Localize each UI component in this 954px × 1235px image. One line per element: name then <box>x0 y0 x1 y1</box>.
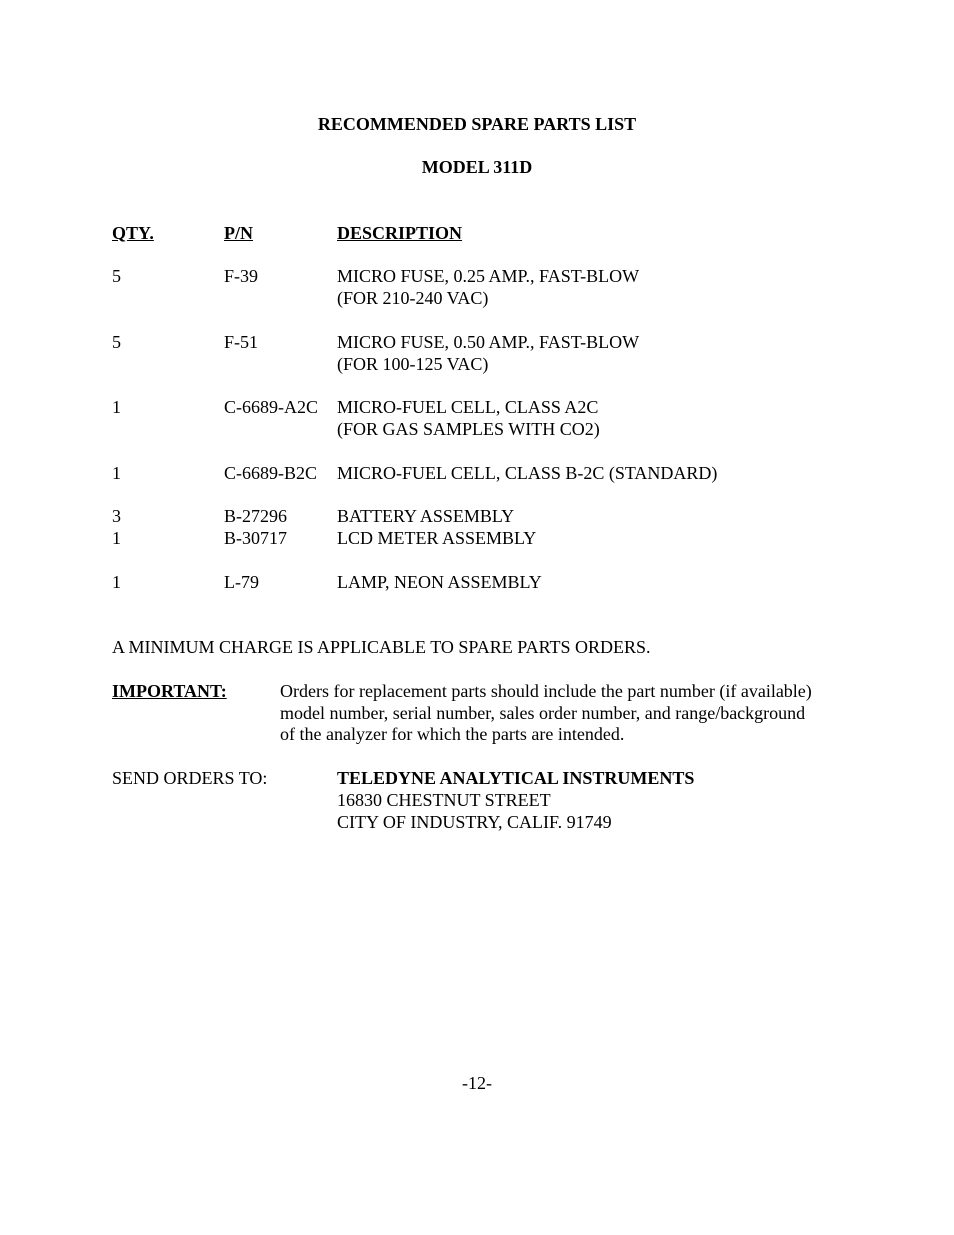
row-description: MICRO-FUEL CELL, CLASS B-2C (STANDARD) <box>337 463 718 483</box>
row-part-number: L-79 <box>224 572 259 592</box>
important-label: IMPORTANT: <box>112 681 227 701</box>
company-name: TELEDYNE ANALYTICAL INSTRUMENTS <box>337 768 695 788</box>
minimum-charge-notice: A MINIMUM CHARGE IS APPLICABLE TO SPARE PARTS ORDERS. <box>112 637 651 657</box>
important-text-line: model number, serial number, sales order number, and range/background <box>280 703 806 723</box>
row-description: LAMP, NEON ASSEMBLY <box>337 572 542 592</box>
street-address: 16830 CHESTNUT STREET <box>337 790 551 810</box>
row-part-number: F-39 <box>224 266 259 286</box>
row-qty: 1 <box>112 528 121 548</box>
row-description-note: (FOR 210-240 VAC) <box>337 288 489 308</box>
row-description: BATTERY ASSEMBLY <box>337 506 515 526</box>
page-number: -12- <box>462 1073 492 1093</box>
row-qty: 5 <box>112 266 121 286</box>
row-part-number: F-51 <box>224 332 259 352</box>
important-text-line: of the analyzer for which the parts are intended. <box>280 724 625 744</box>
row-qty: 5 <box>112 332 121 352</box>
row-part-number: B-30717 <box>224 528 287 548</box>
row-qty: 3 <box>112 506 121 526</box>
model-heading: MODEL 311D <box>421 157 533 177</box>
row-description-note: (FOR 100-125 VAC) <box>337 354 489 374</box>
row-qty: 1 <box>112 397 121 417</box>
row-description: MICRO FUSE, 0.25 AMP., FAST-BLOW <box>337 266 640 286</box>
column-header-pn: P/N <box>224 223 253 243</box>
important-text-line: Orders for replacement parts should include the part number (if available) <box>280 681 812 701</box>
column-header-description: DESCRIPTION <box>337 223 463 243</box>
column-header-qty: QTY. <box>112 223 154 243</box>
row-qty: 1 <box>112 572 121 592</box>
row-qty: 1 <box>112 463 121 483</box>
row-description: MICRO FUSE, 0.50 AMP., FAST-BLOW <box>337 332 640 352</box>
row-part-number: C-6689-B2C <box>224 463 318 483</box>
page-title: RECOMMENDED SPARE PARTS LIST <box>317 114 637 134</box>
row-description-note: (FOR GAS SAMPLES WITH CO2) <box>337 419 600 439</box>
row-part-number: C-6689-A2C <box>224 397 318 417</box>
row-part-number: B-27296 <box>224 506 287 526</box>
send-orders-label: SEND ORDERS TO: <box>112 768 268 788</box>
city-address: CITY OF INDUSTRY, CALIF. 91749 <box>337 812 612 832</box>
row-description: MICRO-FUEL CELL, CLASS A2C <box>337 397 599 417</box>
row-description: LCD METER ASSEMBLY <box>337 528 537 548</box>
